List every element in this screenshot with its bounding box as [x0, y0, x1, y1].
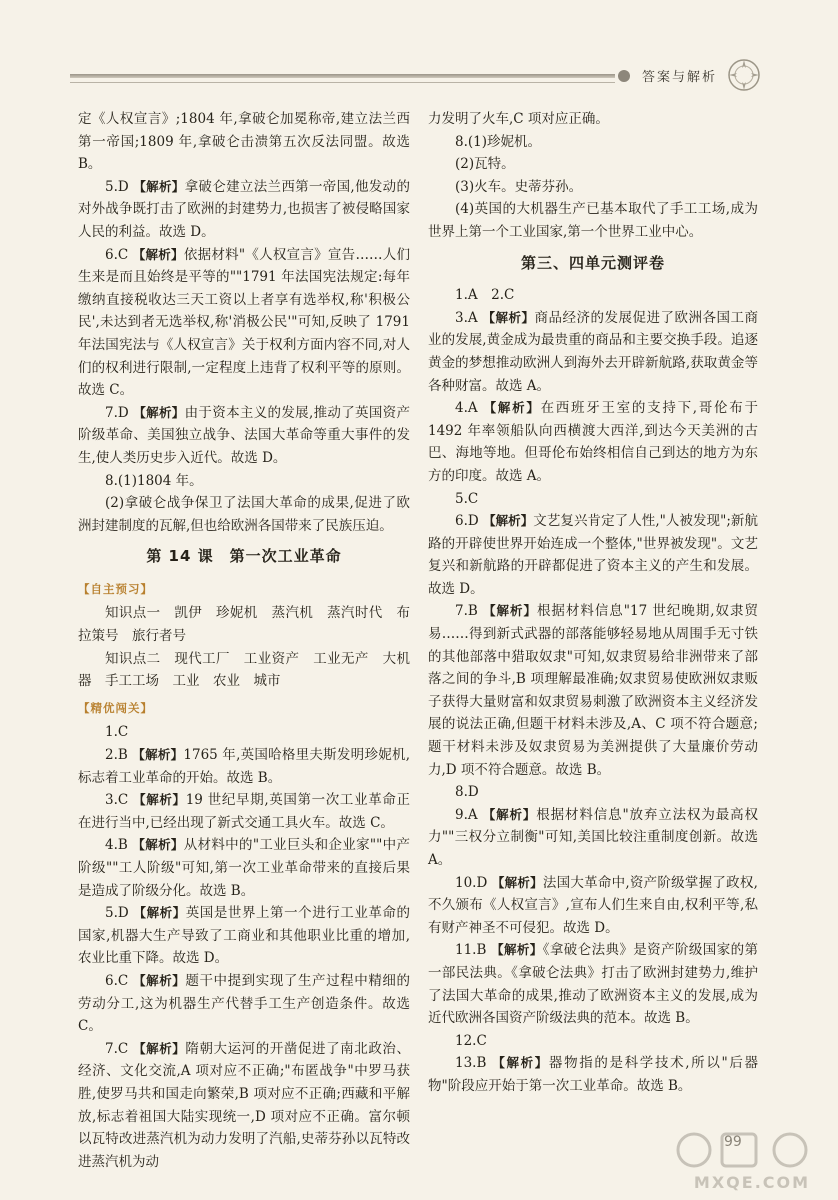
answer-line: (2)瓦特。	[455, 156, 515, 173]
analysis-tag: 【解析】	[133, 905, 186, 921]
header-emblem-icon	[722, 56, 766, 94]
answer-item	[78, 970, 410, 1038]
analysis-tag: 【解析】	[482, 806, 537, 822]
answer-item	[428, 600, 758, 781]
analysis-tag: 【解析】	[133, 178, 185, 194]
answer-item	[428, 804, 758, 872]
answer-number: 3.A	[455, 309, 483, 326]
header-rule	[70, 74, 615, 78]
answer-item	[78, 902, 410, 970]
answer-item	[428, 510, 758, 600]
answer-item	[78, 789, 410, 834]
right-column	[428, 108, 758, 1098]
answer-number: 11.B	[455, 942, 492, 959]
analysis-text: 文艺复兴肯定了人性,"人被发现";新航路的开辟使世界开始连成一个整体,"世界被发现"。文艺复兴和新航路的开辟都促进了资本主义的产生和发展。故选 D。	[428, 513, 758, 597]
answer-item	[428, 872, 758, 940]
subsection-label: 【自主预习】	[78, 581, 153, 596]
analysis-text: 1765 年,英国哈格里夫斯发明珍妮机,标志着工业革命的开始。故选 B。	[78, 747, 411, 786]
answer-line: 8.(1)1804 年。	[105, 472, 203, 489]
analysis-tag: 【解析】	[483, 400, 541, 416]
answer-item	[78, 744, 410, 789]
continued-text: 力发明了火车,C 项对应正确。	[428, 111, 609, 127]
answer-number: 10.D	[455, 874, 492, 891]
analysis-text: 隋朝大运河的开凿促进了南北政治、经济、文化交流,A 项对应不正确;"布匿战争"中罗马获胜,使罗马共和国走向繁荣,B 项对应不正确;西藏和平解放,标志着祖国大陆实现统一,D 项对应不正确。富尔顿以瓦特改进蒸汽机为动力发明了汽船,史蒂芬孙以瓦特改进蒸汽机为动	[78, 1040, 410, 1170]
analysis-text: 从材料中的"工业巨头和企业家""中产阶级""工人阶级"可知,第一次工业革命带来的直接后果是造成了阶级分化。故选 B。	[78, 837, 410, 899]
answer-number: 7.B	[455, 603, 484, 620]
answer-line: 8.(1)珍妮机。	[455, 133, 542, 150]
answer-number: 4.B	[105, 837, 133, 854]
answer-line: (3)火车。史蒂芬孙。	[455, 178, 583, 195]
page-number: 99	[724, 1134, 742, 1150]
analysis-tag: 【解析】	[492, 1055, 549, 1071]
answer-number: 6.D	[455, 513, 484, 530]
answer-number: 7.C	[105, 1040, 134, 1057]
answer-item	[78, 834, 410, 902]
section-title: 第三、四单元测评卷	[520, 253, 665, 272]
svg-text:MXQE.COM: MXQE.COM	[693, 1173, 811, 1192]
analysis-text: 由于资本主义的发展,推动了英国资产阶级革命、美国独立战争、法国大革命等重大事件的发生,使人类历史步入近代。故选 D。	[78, 404, 410, 466]
continued-text: 定《人权宣言》;1804 年,拿破仑加冕称帝,建立法兰西第一帝国;1809 年,拿破仑击溃第五次反法同盟。故选 B。	[78, 111, 410, 173]
answer-line: 知识点一 凯伊 珍妮机 蒸汽机 蒸汽时代 布拉策号 旅行者号	[78, 605, 410, 645]
answer-item	[428, 397, 758, 487]
left-column	[78, 108, 410, 1173]
analysis-text: 商品经济的发展促进了欧洲各国工商业的发展,黄金成为最贵重的商品和主要交换手段。追逐黄金的梦想推动欧洲人到海外去开辟新航路,获取黄金等各种财富。故选 A。	[428, 309, 758, 394]
answer-number: 3.C	[105, 792, 134, 809]
analysis-tag: 【解析】	[482, 309, 535, 325]
answer-line: 8.D	[455, 784, 479, 801]
analysis-tag: 【解析】	[133, 792, 186, 808]
analysis-text: 英国是世界上第一个进行工业革命的国家,机器大生产导致了工商业和其他职业比重的增加,农业比重下降。故选 D。	[78, 905, 410, 967]
analysis-tag: 【解析】	[483, 603, 537, 619]
answer-item	[428, 1052, 758, 1097]
analysis-tag: 【解析】	[132, 246, 184, 262]
analysis-text: 器物指的是科学技术,所以"后器物"阶段应开始于第一次工业革命。故选 B。	[428, 1055, 758, 1094]
subsection-label: 【精优闯关】	[78, 700, 153, 715]
answer-number: 6.C	[105, 972, 134, 989]
answer-item	[78, 244, 410, 402]
answer-line: 5.C	[455, 490, 479, 507]
analysis-text: 19 世纪早期,英国第一次工业革命正在进行当中,已经出现了新式交通工具火车。故选 C。	[78, 792, 410, 831]
answer-number: 5.D	[105, 905, 134, 922]
answer-number: 4.A	[455, 400, 484, 417]
analysis-tag: 【解析】	[132, 837, 184, 853]
analysis-text: 依据材料"《人权宣言》宣告……人们生来是而且始终是平等的""1791 年法国宪法规定:每年缴纳直接税收达三天工资以上者享有选举权,称'积极公民',未达到者无选举权,称'消极公民'"可知,反映了 1791 年法国宪法与《人权宣言》关于权利方面内容不同,对人们的权利进行限制,一定程度上违背了权利平等的原则。故选 C。	[78, 246, 410, 399]
header-rule-thin	[70, 82, 615, 83]
answer-item	[428, 939, 758, 1029]
analysis-text: 在西班牙王室的支持下,哥伦布于 1492 年率领船队向西横渡大西洋,到达今天美洲的古巴、海地等地。但哥伦布始终相信自己到达的地方为东方的印度。故选 A。	[428, 400, 758, 484]
analysis-tag: 【解析】	[483, 513, 534, 529]
answer-item	[428, 307, 758, 397]
header-bullet-icon	[618, 70, 630, 82]
answer-line: 1.C	[105, 724, 129, 741]
answer-item	[78, 1038, 410, 1174]
header-label: 答案与解析	[642, 70, 718, 85]
answer-line: 1.A 2.C	[455, 287, 515, 304]
analysis-tag: 【解析】	[132, 747, 184, 763]
analysis-text: 根据材料信息"放弃立法权为最高权力""三权分立制衡"可知,美国比较注重制度创新。故选 A。	[428, 806, 758, 868]
analysis-tag: 【解析】	[491, 942, 543, 958]
section-title: 第 14 课 第一次工业革命	[146, 547, 342, 566]
answer-number: 7.D	[105, 404, 134, 421]
analysis-tag: 【解析】	[133, 972, 186, 988]
answer-line: (4)英国的大机器生产已基本取代了手工工场,成为世界上第一个工业国家,第一个世界工业中心。	[428, 201, 758, 240]
answer-number: 2.B	[105, 747, 133, 764]
analysis-text: 《拿破仑法典》是资产阶级国家的第一部民法典。《拿破仑法典》打击了欧洲封建势力,维护了法国大革命的成果,推动了欧洲资本主义的发展,成为近代欧洲各国资产阶级法典的范本。故选 B。	[428, 942, 759, 1027]
analysis-text: 题干中提到实现了生产过程中精细的劳动分工,这为机器生产代替手工生产创造条件。故选 C。	[78, 972, 410, 1035]
analysis-tag: 【解析】	[491, 874, 543, 890]
analysis-text: 法国大革命中,资产阶级掌握了政权,不久颁布《人权宣言》,宣布人们生来自由,权利平等,私有财产神圣不可侵犯。故选 D。	[428, 874, 758, 936]
answer-item	[78, 402, 410, 470]
analysis-text: 根据材料信息"17 世纪晚期,奴隶贸易……得到新式武器的部落能够轻易地从周围手无寸铁的其他部落中猎取奴隶"可知,奴隶贸易给非洲带来了部落之间的争斗,B 项理解最准确;奴隶贸易使欧洲奴隶贩子获得大量财富和奴隶贸易刺激了欧洲资本主义经济发展的说法正确,但题干材料未涉及,A、C 项不符合题意;题干材料未涉及奴隶贸易为美洲提供了大量廉价劳动力,D 项不符合题意。故选 B。	[428, 603, 758, 778]
analysis-tag: 【解析】	[133, 404, 185, 420]
answer-line: 12.C	[455, 1032, 487, 1049]
answer-item	[78, 176, 410, 244]
analysis-text: 拿破仑建立法兰西第一帝国,他发动的对外战争既打击了欧洲的封建势力,也损害了被侵略国家人民的利益。故选 D。	[78, 178, 410, 240]
answer-line: 知识点二 现代工厂 工业资产 工业无产 大机器 手工工场 工业 农业 城市	[78, 650, 410, 690]
answer-number: 5.D	[105, 178, 134, 195]
answer-number: 9.A	[455, 806, 483, 823]
watermark-logo-icon	[672, 1122, 832, 1194]
answer-number: 6.C	[105, 246, 133, 263]
analysis-tag: 【解析】	[133, 1040, 186, 1056]
answer-line: (2)拿破仑战争保卫了法国大革命的成果,促进了欧洲封建制度的瓦解,但也给欧洲各国带来了民族压迫。	[78, 495, 410, 534]
answer-number: 13.B	[455, 1055, 493, 1072]
